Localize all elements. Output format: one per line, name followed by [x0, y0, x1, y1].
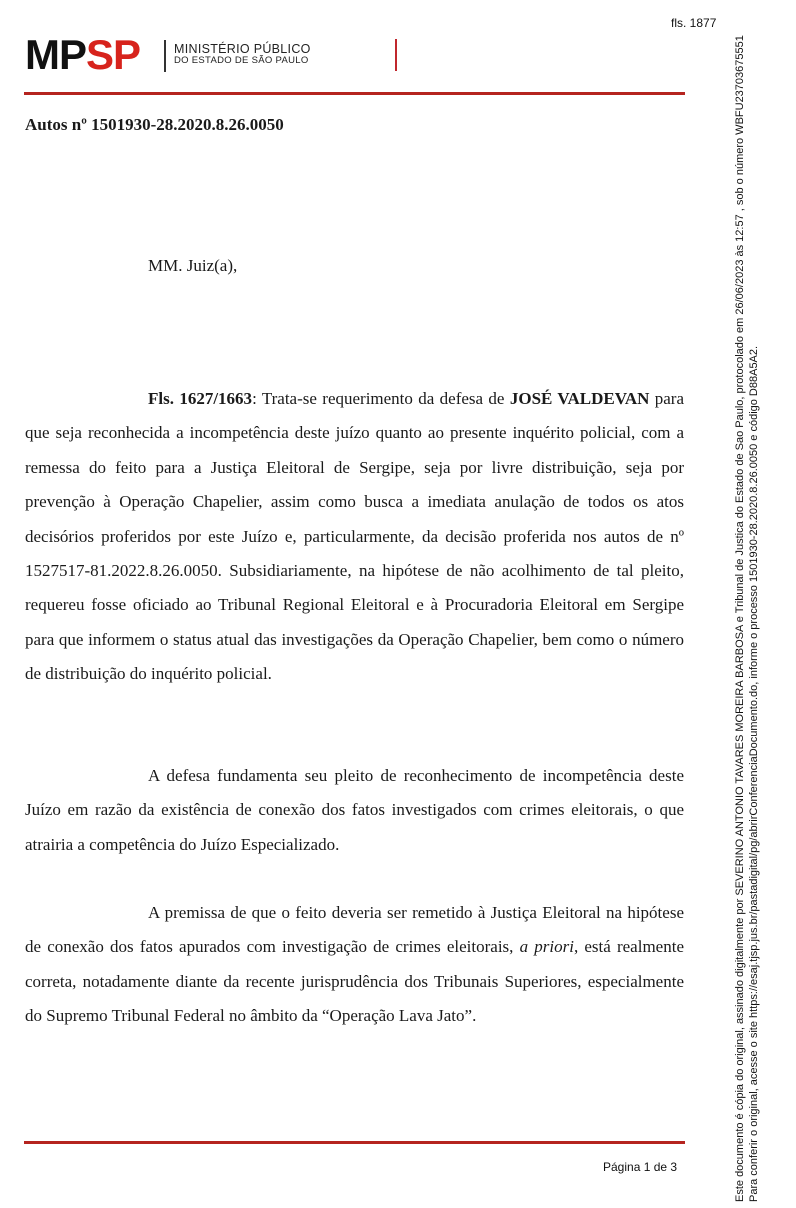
logo-mp: MP	[25, 31, 86, 78]
logo-line-1: MINISTÉRIO PÚBLICO	[174, 42, 311, 56]
logo-divider	[164, 40, 166, 72]
paragraph-1	[25, 382, 684, 692]
page-number: Página 1 de 3	[603, 1160, 678, 1174]
paragraph-3-italic: a priori	[519, 937, 574, 957]
salutation: MM. Juiz(a),	[148, 256, 238, 275]
header-red-mark	[395, 39, 397, 71]
logo-line-2: DO ESTADO DE SÃO PAULO	[174, 55, 309, 67]
paragraph-3-text-b: , está realmente correta, notadamente diante da recente jurisprudência dos Tribunais Superiores, especialmente do Supremo Tribunal Federal no âmbito da “Operação Lava Jato”.	[25, 937, 684, 1026]
paragraph-3-text-a: A premissa de que o feito deveria ser remetido à Justiça Eleitoral na hipótese de conexão dos fatos apurados com investigação de crimes eleitorais,	[25, 903, 684, 957]
signature-line-1: Este documento é cópia do original, assinado digitalmente por SEVERINO ANTONIO TAVARES MOREIRA BARBOSA e Tribunal de Justica do Estado de Sao Paulo, protocolado em 26/06/2023 às 12:57 , sob o número WBFU23703675551	[734, 35, 746, 1202]
paragraph-3	[25, 896, 684, 1034]
page-reference: fls. 1877	[671, 16, 717, 30]
header-rule	[24, 92, 685, 95]
paragraph-2	[25, 759, 684, 862]
paragraph-1-text-b: para que seja reconhecida a incompetência deste juízo quanto ao presente inquérito policial, com a remessa do feito para a Justiça Eleitoral de Sergipe, seja por livre distribuição, seja por prevenção à Operação Chapelier, assim como busca a imediata anulação de todos os atos decisórios proferidos por este Juízo e, particularmente, da decisão proferida nos autos de nº 1527517-81.2022.8.26.0050. Subsidiariamente, na hipótese de não acolhimento de tal pleito, requereu fosse oficiado ao Tribunal Regional Eleitoral e à Procuradoria Eleitoral em Sergipe para que informem o status atual das investigações da Operação Chapelier, bem como o número de distribuição do inquérito policial.	[25, 389, 684, 684]
paragraph-2-text: A defesa fundamenta seu pleito de reconhecimento de incompetência deste Juízo em razão da existência de conexão dos fatos investigados com crimes eleitorais, o que atrairia a competência do Juízo Especializado.	[25, 766, 684, 854]
logo-sp: SP	[86, 31, 141, 78]
logo-text	[174, 42, 311, 67]
mpsp-logo	[25, 31, 141, 78]
signature-line-2: Para conferir o original, acesse o site https://esaj.tjsp.jus.br/pastadigital/pg/abrirConferenciaDocumento.do, informe o processo 1501930-28.2020.8.26.0050 e código D88A5A2.	[748, 345, 760, 1202]
case-number: Autos nº 1501930-28.2020.8.26.0050	[25, 115, 284, 134]
paragraph-1-ref: Fls. 1627/1663	[148, 389, 253, 408]
footer-rule	[24, 1141, 685, 1144]
paragraph-1-text-a: : Trata-se requerimento da defesa de	[252, 389, 510, 408]
defendant-name: JOSÉ VALDEVAN	[509, 389, 650, 408]
digital-signature-note	[733, 12, 761, 1202]
